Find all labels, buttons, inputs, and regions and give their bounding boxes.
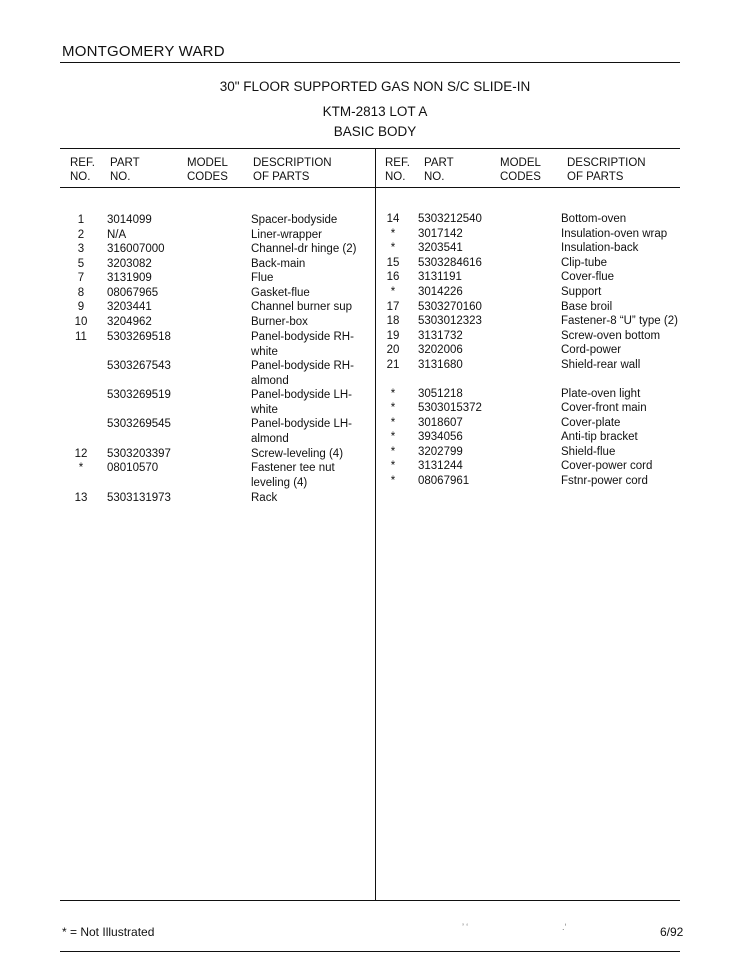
header-part-text-1: PART xyxy=(110,157,140,169)
part-description: Panel-bodyside LH-almond xyxy=(251,418,353,445)
header-model-text-2: CODES xyxy=(187,171,228,183)
ref-number: * xyxy=(390,286,396,298)
part-description: Cover-power cord xyxy=(561,460,653,472)
ref-number: * xyxy=(390,228,396,240)
part-number: N/A xyxy=(107,229,127,241)
part-description: Channel-dr hinge (2) xyxy=(251,243,357,255)
header-part-right xyxy=(424,156,454,184)
ref-number: * xyxy=(390,460,396,472)
scan-mark: ’ ‘ xyxy=(462,922,469,932)
ref-number: 11 xyxy=(75,331,87,343)
ref-number: * xyxy=(390,402,396,414)
header-ref-left xyxy=(70,156,95,184)
ref-number: 12 xyxy=(74,448,88,460)
header-part-text-2: NO. xyxy=(110,171,131,183)
part-description: Fstnr-power cord xyxy=(561,475,648,487)
part-description: Burner-box xyxy=(251,316,308,328)
part-description: Screw-oven bottom xyxy=(561,330,661,342)
ref-number: * xyxy=(390,417,396,429)
title-line-2: KTM-2813 LOT A xyxy=(322,104,428,119)
part-number: 316007000 xyxy=(107,243,165,255)
part-number: 3203441 xyxy=(107,301,152,313)
part-number: 3203541 xyxy=(418,242,463,254)
part-number: 5303131973 xyxy=(107,492,171,504)
part-description: Spacer-bodyside xyxy=(251,214,338,226)
column-divider xyxy=(375,148,376,900)
part-description: Insulation-back xyxy=(561,242,639,254)
ref-number: 18 xyxy=(386,315,400,327)
part-description: Clip-tube xyxy=(561,257,608,269)
header-part-text-1: PART xyxy=(424,157,454,169)
part-number: 3131680 xyxy=(418,359,463,371)
scan-mark: .‘ xyxy=(562,922,567,932)
revision-date: 6/92 xyxy=(660,925,684,939)
part-description: Back-main xyxy=(251,258,306,270)
header-ref-text-1: REF. xyxy=(385,157,410,169)
bottom-rule xyxy=(60,900,680,901)
brand-name: MONTGOMERY WARD xyxy=(62,43,225,60)
part-number: 3204962 xyxy=(107,316,152,328)
header-desc-right xyxy=(567,156,646,184)
part-number: 08067965 xyxy=(107,287,159,299)
part-description: Panel-bodyside RH-white xyxy=(251,331,354,358)
ref-number: 8 xyxy=(77,287,85,299)
part-description: Cover-plate xyxy=(561,417,621,429)
part-number: 5303269519 xyxy=(107,389,171,401)
part-description: Panel-bodyside RH-almond xyxy=(251,360,354,387)
header-model-left xyxy=(187,156,228,184)
part-description: Screw-leveling (4) xyxy=(251,448,344,460)
header-ref-text-2: NO. xyxy=(385,171,406,183)
header-model-text-1: MODEL xyxy=(500,157,541,169)
top-rule xyxy=(60,62,680,63)
header-part-left xyxy=(110,156,140,184)
part-description: Panel-bodyside LH-white xyxy=(251,389,353,416)
part-description: Plate-oven light xyxy=(561,388,641,400)
ref-number: 17 xyxy=(386,301,400,313)
part-number: 5303284616 xyxy=(418,257,482,269)
header-desc-text-1: DESCRIPTION xyxy=(253,157,332,169)
part-description: Shield-flue xyxy=(561,446,616,458)
ref-number: 10 xyxy=(74,316,88,328)
ref-number: 5 xyxy=(77,258,85,270)
part-number: 3051218 xyxy=(418,388,463,400)
header-top-rule xyxy=(60,148,680,149)
part-number: 08067961 xyxy=(418,475,470,487)
ref-number: 2 xyxy=(77,229,85,241)
part-description: Base broil xyxy=(561,301,613,313)
part-number: 5303212540 xyxy=(418,213,482,225)
header-bottom-rule xyxy=(60,187,680,188)
part-number: 5303012323 xyxy=(418,315,482,327)
part-description: Cover-front main xyxy=(561,402,647,414)
title-line-3: BASIC BODY xyxy=(333,124,417,139)
header-model-text-1: MODEL xyxy=(187,157,228,169)
title-line-1: 30" FLOOR SUPPORTED GAS NON S/C SLIDE-IN xyxy=(219,79,531,94)
part-description: Fastener-8 “U” type (2) xyxy=(561,315,678,327)
part-number: 5303269518 xyxy=(107,331,171,343)
part-number: 5303267543 xyxy=(107,360,171,372)
part-number: 3131191 xyxy=(418,271,462,283)
ref-number: 7 xyxy=(77,272,85,284)
part-number: 5303269545 xyxy=(107,418,171,430)
part-number: 3934056 xyxy=(418,431,463,443)
part-description: Flue xyxy=(251,272,274,284)
part-description: Anti-tip bracket xyxy=(561,431,638,443)
ref-number: 14 xyxy=(386,213,400,225)
part-number: 5303203397 xyxy=(107,448,171,460)
ref-number: * xyxy=(390,446,396,458)
ref-number: 1 xyxy=(77,214,85,226)
header-part-text-2: NO. xyxy=(424,171,445,183)
ref-number: 21 xyxy=(386,359,400,371)
part-number: 3131732 xyxy=(418,330,463,342)
ref-number: * xyxy=(78,462,84,474)
header-ref-text-2: NO. xyxy=(70,171,91,183)
part-number: 3131909 xyxy=(107,272,152,284)
part-number: 3203082 xyxy=(107,258,152,270)
ref-number: 15 xyxy=(386,257,400,269)
ref-number: 3 xyxy=(77,243,85,255)
part-number: 5303015372 xyxy=(418,402,482,414)
part-description: Cord-power xyxy=(561,344,622,356)
part-number: 3014099 xyxy=(107,214,152,226)
part-description: Cover-flue xyxy=(561,271,615,283)
header-desc-left xyxy=(253,156,332,184)
header-model-right xyxy=(500,156,541,184)
part-number: 3202006 xyxy=(418,344,463,356)
part-description: Insulation-oven wrap xyxy=(561,228,668,240)
part-number: 3202799 xyxy=(418,446,463,458)
header-ref-right xyxy=(385,156,410,184)
part-number: 5303270160 xyxy=(418,301,482,313)
part-description: Liner-wrapper xyxy=(251,229,322,241)
page-footer-rule xyxy=(60,951,680,952)
header-desc-text-2: OF PARTS xyxy=(253,171,310,183)
ref-number: * xyxy=(390,388,396,400)
part-number: 08010570 xyxy=(107,462,159,474)
part-description: Rack xyxy=(251,492,278,504)
part-description: Channel burner sup xyxy=(251,301,353,313)
ref-number: 16 xyxy=(386,271,400,283)
ref-number: * xyxy=(390,242,396,254)
header-ref-text-1: REF. xyxy=(70,157,95,169)
part-description: Fastener tee nut leveling (4) xyxy=(251,462,335,489)
header-desc-text-2: OF PARTS xyxy=(567,171,624,183)
ref-number: 19 xyxy=(386,330,400,342)
ref-number: * xyxy=(390,431,396,443)
footnote: * = Not Illustrated xyxy=(62,925,155,939)
ref-number: 9 xyxy=(77,301,85,313)
header-model-text-2: CODES xyxy=(500,171,541,183)
part-description: Gasket-flue xyxy=(251,287,310,299)
ref-number: 13 xyxy=(74,492,88,504)
part-description: Bottom-oven xyxy=(561,213,627,225)
ref-number: 20 xyxy=(386,344,400,356)
part-number: 3018607 xyxy=(418,417,463,429)
part-description: Support xyxy=(561,286,602,298)
part-number: 3131244 xyxy=(418,460,463,472)
part-number: 3017142 xyxy=(418,228,463,240)
part-description: Shield-rear wall xyxy=(561,359,641,371)
ref-number: * xyxy=(390,475,396,487)
part-number: 3014226 xyxy=(418,286,463,298)
header-desc-text-1: DESCRIPTION xyxy=(567,157,646,169)
